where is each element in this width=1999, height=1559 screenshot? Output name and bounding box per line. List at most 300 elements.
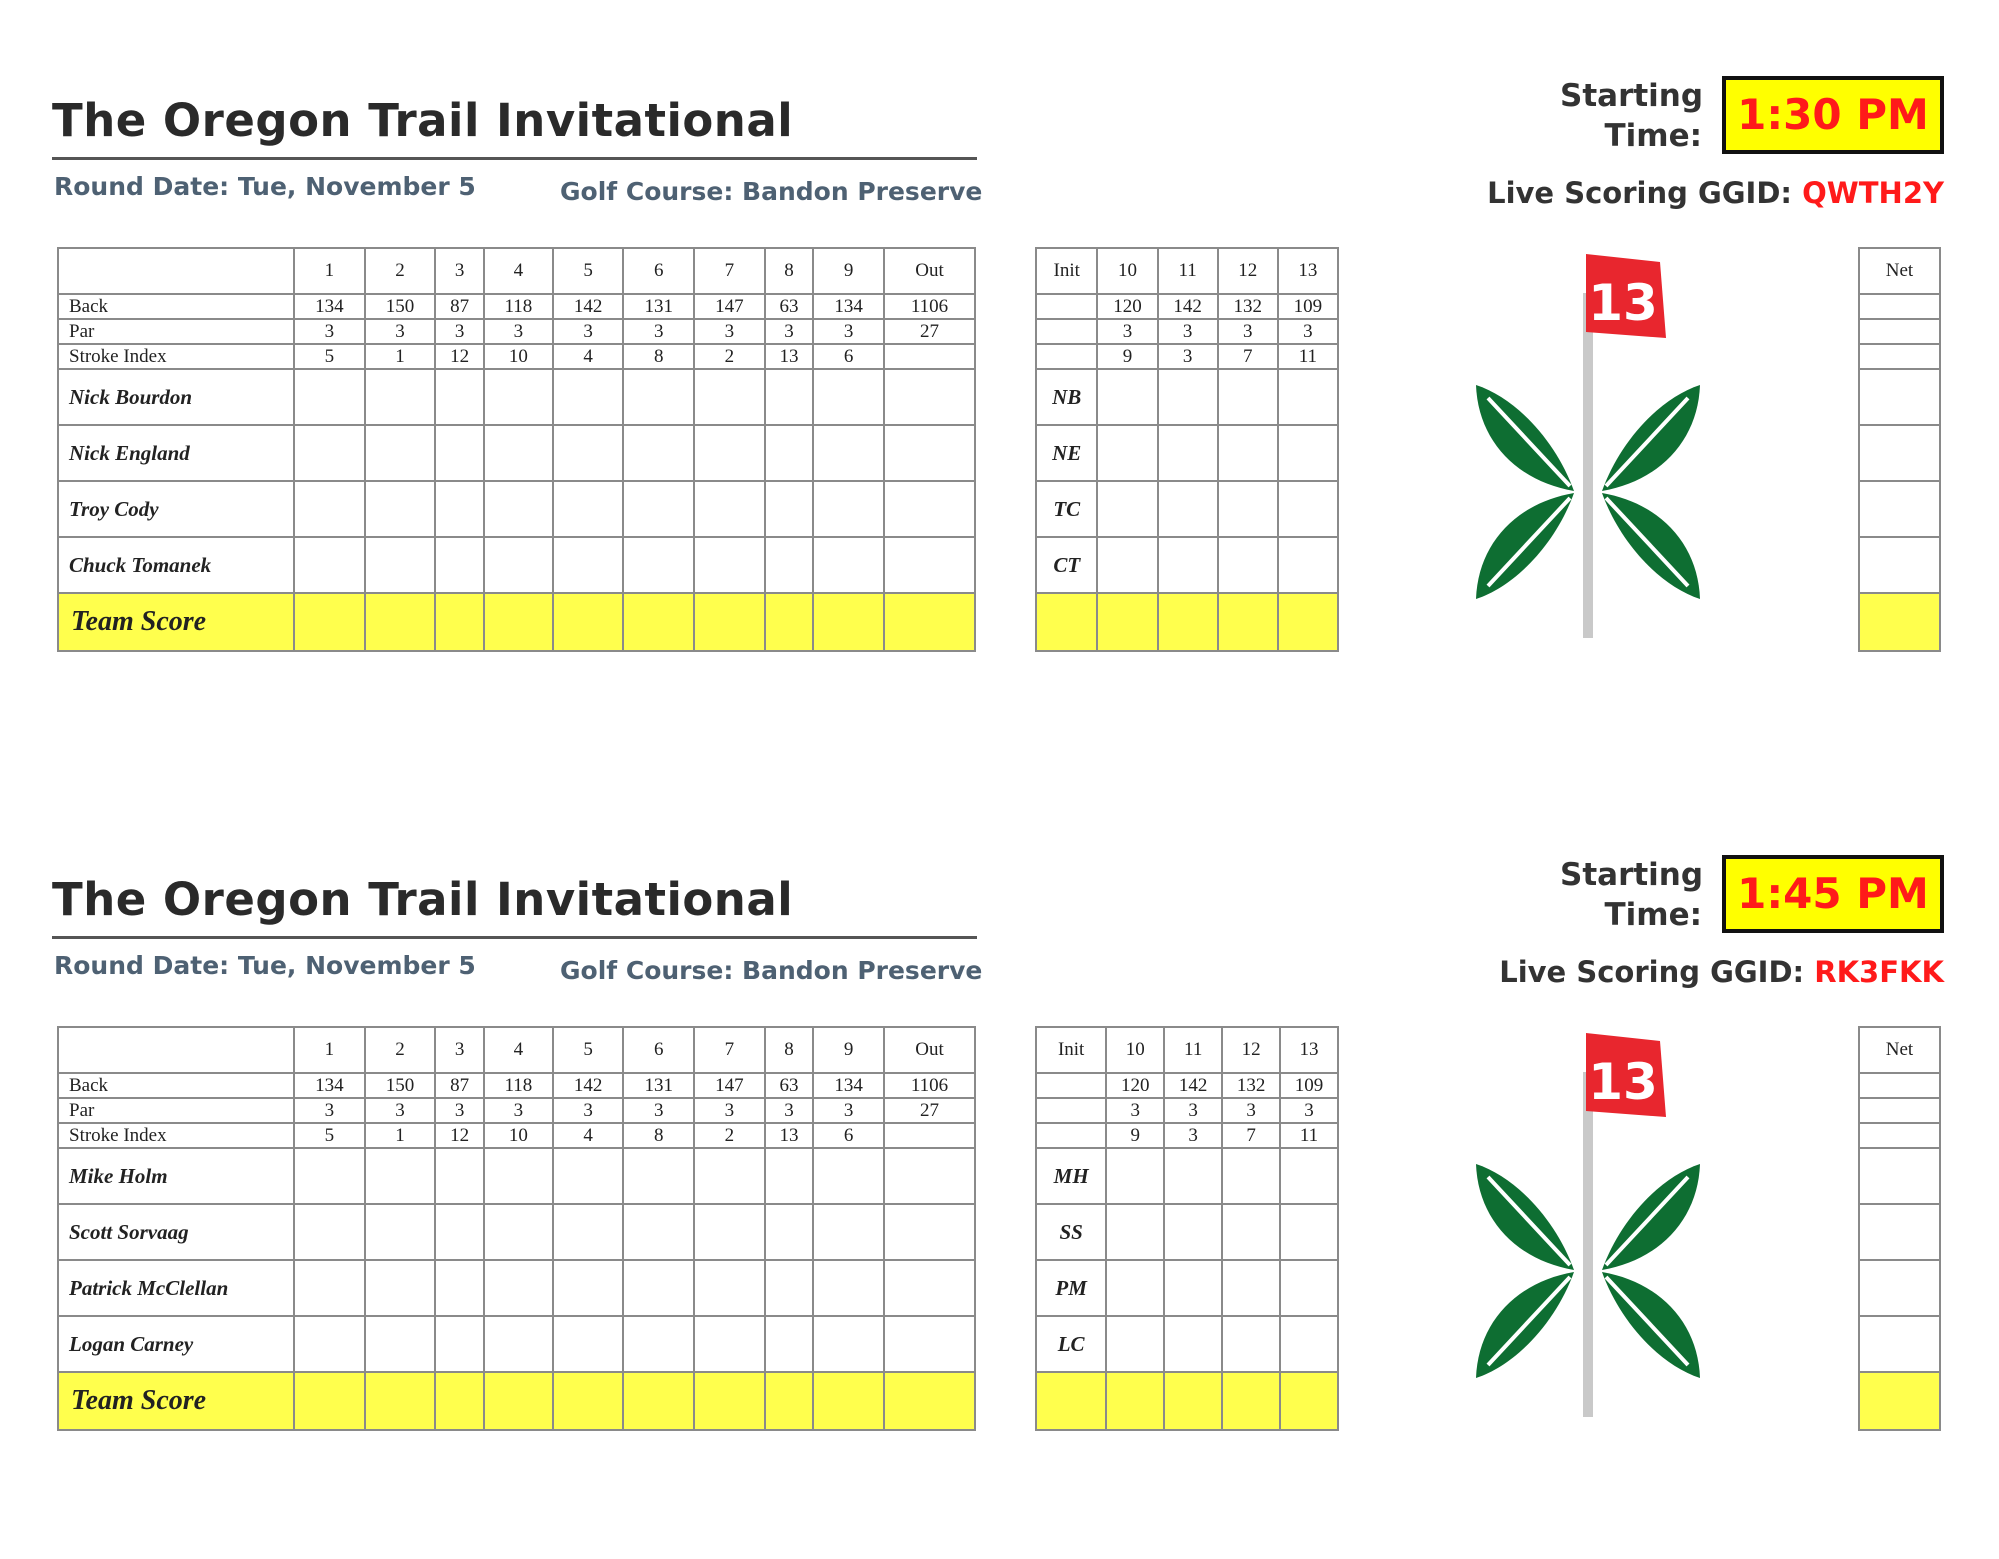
score-cell[interactable] (294, 1260, 365, 1316)
net-score-cell[interactable] (1859, 481, 1940, 537)
net-blank-cell (1859, 294, 1940, 319)
value-cell: 3 (553, 319, 624, 344)
net-score-cell[interactable] (1859, 425, 1940, 481)
flagpole (1583, 293, 1593, 638)
player-row (1036, 1260, 1338, 1316)
team-score-cell[interactable] (694, 593, 765, 651)
score-cell[interactable] (694, 481, 765, 537)
team-score-cell[interactable] (694, 1372, 765, 1430)
value-cell: 3 (813, 319, 884, 344)
par-row (58, 1098, 975, 1123)
score-cell[interactable] (694, 1204, 765, 1260)
score-cell[interactable] (1164, 1260, 1222, 1316)
value-cell: 11 (1278, 344, 1338, 369)
player-initials: TC (1036, 481, 1097, 537)
team-score-cell[interactable] (1036, 593, 1097, 651)
value-cell: 142 (1158, 294, 1218, 319)
team-score-cell[interactable] (1106, 1372, 1164, 1430)
score-cell[interactable] (484, 369, 553, 425)
score-cell[interactable] (553, 1148, 624, 1204)
team-score-row (1036, 1372, 1338, 1430)
player-name: Chuck Tomanek (58, 537, 294, 593)
team-score-cell[interactable] (1278, 593, 1338, 651)
init-blank-cell (1036, 1123, 1106, 1148)
score-cell[interactable] (694, 537, 765, 593)
row-label: Stroke Index (58, 344, 294, 369)
score-cell[interactable] (623, 537, 694, 593)
value-cell: 3 (813, 1098, 884, 1123)
score-cell[interactable] (813, 1204, 884, 1260)
score-cell[interactable] (435, 1204, 484, 1260)
init-blank-cell (1036, 1098, 1106, 1123)
flag-leaf-logo-icon (1470, 248, 1710, 638)
team-score-cell[interactable] (365, 593, 436, 651)
score-cell[interactable] (553, 1316, 624, 1372)
hole-header-cell: 12 (1218, 248, 1278, 294)
score-cell[interactable] (623, 1204, 694, 1260)
ggid-code: QWTH2Y (1802, 176, 1944, 210)
par-row (58, 319, 975, 344)
score-cell[interactable] (884, 481, 975, 537)
value-cell: 87 (435, 294, 484, 319)
score-cell[interactable] (435, 425, 484, 481)
flag-number: 13 (1588, 1053, 1658, 1111)
hole-header-cell: Out (884, 1027, 975, 1073)
value-cell: 134 (294, 1073, 365, 1098)
score-cell[interactable] (294, 425, 365, 481)
score-cell[interactable] (435, 481, 484, 537)
starting-label-line2: Time: (1604, 897, 1702, 933)
team-score-cell[interactable] (435, 1372, 484, 1430)
hole-header-cell: 10 (1106, 1027, 1164, 1073)
value-cell: 3 (435, 1098, 484, 1123)
init-blank-cell (1036, 1073, 1106, 1098)
value-cell: 3 (435, 319, 484, 344)
round-date: Round Date: Tue, November 5 (54, 951, 476, 980)
value-cell: 3 (623, 1098, 694, 1123)
score-cell[interactable] (1106, 1260, 1164, 1316)
score-cell[interactable] (765, 481, 814, 537)
value-cell: 5 (294, 344, 365, 369)
team-score-label: Team Score (58, 593, 294, 651)
team-score-cell[interactable] (623, 1372, 694, 1430)
value-cell: 3 (484, 1098, 553, 1123)
score-cell[interactable] (1106, 1316, 1164, 1372)
score-cell[interactable] (553, 369, 624, 425)
score-cell[interactable] (694, 1148, 765, 1204)
score-cell[interactable] (765, 369, 814, 425)
score-cell[interactable] (694, 1316, 765, 1372)
score-cell[interactable] (813, 369, 884, 425)
score-cell[interactable] (813, 1316, 884, 1372)
value-cell: 134 (294, 294, 365, 319)
score-cell[interactable] (1218, 425, 1278, 481)
score-cell[interactable] (1222, 1148, 1280, 1204)
hole-header-cell: 3 (435, 1027, 484, 1073)
value-cell: 9 (1106, 1123, 1164, 1148)
score-cell[interactable] (765, 537, 814, 593)
team-score-cell[interactable] (1036, 1372, 1106, 1430)
player-row (58, 369, 975, 425)
player-row (58, 425, 975, 481)
score-cell[interactable] (484, 1204, 553, 1260)
value-cell: 3 (553, 1098, 624, 1123)
net-score-cell[interactable] (1859, 1316, 1940, 1372)
score-cell[interactable] (1222, 1204, 1280, 1260)
row-label: Par (58, 319, 294, 344)
player-row (58, 481, 975, 537)
value-cell: 6 (813, 1123, 884, 1148)
score-cell[interactable] (294, 481, 365, 537)
player-row (1036, 1148, 1338, 1204)
team-score-cell[interactable] (1280, 1372, 1338, 1430)
value-cell: 118 (484, 294, 553, 319)
value-cell: 3 (623, 319, 694, 344)
hole-header-cell: 9 (813, 248, 884, 294)
score-cell[interactable] (1222, 1260, 1280, 1316)
score-cell[interactable] (553, 537, 624, 593)
team-score-cell[interactable] (484, 1372, 553, 1430)
score-cell[interactable] (765, 1260, 814, 1316)
hole-header-cell: 8 (765, 1027, 814, 1073)
score-cell[interactable] (1218, 537, 1278, 593)
team-score-cell[interactable] (294, 1372, 365, 1430)
value-cell: 63 (765, 1073, 814, 1098)
score-cell[interactable] (694, 369, 765, 425)
score-cell[interactable] (294, 537, 365, 593)
header-row (1036, 248, 1338, 294)
score-cell[interactable] (884, 425, 975, 481)
score-cell[interactable] (884, 1204, 975, 1260)
value-cell: 13 (765, 1123, 814, 1148)
value-cell: 3 (294, 319, 365, 344)
player-row (58, 1204, 975, 1260)
net-score-cell[interactable] (1859, 1148, 1940, 1204)
value-cell: 27 (884, 319, 975, 344)
player-row (1036, 1204, 1338, 1260)
score-cell[interactable] (484, 1316, 553, 1372)
back-tees-row (1036, 294, 1338, 319)
value-cell: 4 (553, 1123, 624, 1148)
score-cell[interactable] (1280, 1260, 1338, 1316)
score-cell[interactable] (365, 369, 436, 425)
score-cell[interactable] (1222, 1316, 1280, 1372)
value-cell: 147 (694, 294, 765, 319)
score-cell[interactable] (435, 537, 484, 593)
value-cell: 3 (1280, 1098, 1338, 1123)
score-cell[interactable] (884, 537, 975, 593)
hole-header-cell: Out (884, 248, 975, 294)
value-cell: 118 (484, 1073, 553, 1098)
player-row (1036, 1316, 1338, 1372)
hole-header-cell: 1 (294, 248, 365, 294)
score-cell[interactable] (1280, 1316, 1338, 1372)
score-cell[interactable] (884, 1148, 975, 1204)
score-cell[interactable] (813, 1260, 884, 1316)
player-row (1859, 1148, 1940, 1204)
score-cell[interactable] (765, 1316, 814, 1372)
score-cell[interactable] (1106, 1204, 1164, 1260)
value-cell: 109 (1280, 1073, 1338, 1098)
team-score-label: Team Score (58, 1372, 294, 1430)
player-row (1859, 1204, 1940, 1260)
score-cell[interactable] (1097, 369, 1157, 425)
player-row (58, 1148, 975, 1204)
player-initials: SS (1036, 1204, 1106, 1260)
score-cell[interactable] (884, 1260, 975, 1316)
flag-leaf-logo-icon (1470, 1027, 1710, 1417)
team-score-cell[interactable] (884, 1372, 975, 1430)
score-cell[interactable] (1278, 369, 1338, 425)
value-cell: 1 (365, 344, 436, 369)
score-cell[interactable] (484, 425, 553, 481)
score-cell[interactable] (553, 425, 624, 481)
score-cell[interactable] (1164, 1148, 1222, 1204)
hole-header-cell: 6 (623, 1027, 694, 1073)
score-cell[interactable] (1280, 1148, 1338, 1204)
stroke-index-row (58, 1123, 975, 1148)
team-score-cell[interactable] (884, 593, 975, 651)
score-cell[interactable] (484, 537, 553, 593)
flagpole (1583, 1072, 1593, 1417)
score-cell[interactable] (1158, 369, 1218, 425)
value-cell: 134 (813, 1073, 884, 1098)
value-cell: 3 (365, 1098, 436, 1123)
net-score-cell[interactable] (1859, 537, 1940, 593)
back-holes-table (1035, 1026, 1339, 1431)
value-cell: 2 (694, 1123, 765, 1148)
score-cell[interactable] (435, 1260, 484, 1316)
net-table (1858, 247, 1941, 652)
score-cell[interactable] (765, 1148, 814, 1204)
score-cell[interactable] (484, 481, 553, 537)
score-cell[interactable] (1278, 425, 1338, 481)
score-cell[interactable] (1158, 425, 1218, 481)
player-row (1859, 481, 1940, 537)
score-cell[interactable] (623, 481, 694, 537)
row-label: Back (58, 1073, 294, 1098)
player-row (58, 1260, 975, 1316)
value-cell: 3 (1158, 319, 1218, 344)
team-score-cell[interactable] (623, 593, 694, 651)
score-cell[interactable] (365, 1260, 436, 1316)
value-cell (884, 344, 975, 369)
score-cell[interactable] (294, 1316, 365, 1372)
value-cell: 3 (1164, 1098, 1222, 1123)
starting-time-box: 1:45 PM (1722, 855, 1944, 933)
score-cell[interactable] (623, 1260, 694, 1316)
score-cell[interactable] (765, 425, 814, 481)
score-cell[interactable] (553, 481, 624, 537)
value-cell: 142 (553, 1073, 624, 1098)
value-cell: 7 (1218, 344, 1278, 369)
score-cell[interactable] (365, 425, 436, 481)
hole-header-cell: 1 (294, 1027, 365, 1073)
score-cell[interactable] (884, 369, 975, 425)
score-cell[interactable] (694, 425, 765, 481)
value-cell (884, 1123, 975, 1148)
score-cell[interactable] (1106, 1148, 1164, 1204)
value-cell: 3 (1278, 319, 1338, 344)
score-cell[interactable] (1097, 537, 1157, 593)
player-name: Nick England (58, 425, 294, 481)
value-cell: 147 (694, 1073, 765, 1098)
score-cell[interactable] (484, 1260, 553, 1316)
score-cell[interactable] (435, 1148, 484, 1204)
hole-header-cell: 7 (694, 248, 765, 294)
score-cell[interactable] (813, 537, 884, 593)
score-cell[interactable] (294, 1148, 365, 1204)
value-cell: 10 (484, 1123, 553, 1148)
hole-header-cell: 8 (765, 248, 814, 294)
team-score-cell[interactable] (435, 593, 484, 651)
hole-header-cell: 7 (694, 1027, 765, 1073)
score-cell[interactable] (765, 1204, 814, 1260)
team-score-cell[interactable] (1218, 593, 1278, 651)
team-score-cell[interactable] (365, 1372, 436, 1430)
net-score-cell[interactable] (1859, 1204, 1940, 1260)
score-cell[interactable] (813, 481, 884, 537)
net-score-cell[interactable] (1859, 369, 1940, 425)
team-score-cell[interactable] (813, 593, 884, 651)
score-cell[interactable] (1164, 1204, 1222, 1260)
score-cell[interactable] (484, 1148, 553, 1204)
player-initials: NB (1036, 369, 1097, 425)
value-cell: 1106 (884, 294, 975, 319)
score-cell[interactable] (1278, 481, 1338, 537)
score-cell[interactable] (623, 369, 694, 425)
header-row (58, 1027, 975, 1073)
score-cell[interactable] (1158, 481, 1218, 537)
team-score-cell[interactable] (294, 593, 365, 651)
front-nine-table (57, 247, 976, 652)
team-score-row (58, 1372, 975, 1430)
score-cell[interactable] (623, 1148, 694, 1204)
score-cell[interactable] (1280, 1204, 1338, 1260)
score-cell[interactable] (294, 1204, 365, 1260)
net-score-cell[interactable] (1859, 1260, 1940, 1316)
value-cell: 1 (365, 1123, 436, 1148)
score-cell[interactable] (1278, 537, 1338, 593)
net-team-score-cell[interactable] (1859, 1372, 1940, 1430)
hole-header-cell: 12 (1222, 1027, 1280, 1073)
hole-header-cell: 11 (1158, 248, 1218, 294)
player-initials: MH (1036, 1148, 1106, 1204)
score-cell[interactable] (694, 1260, 765, 1316)
score-cell[interactable] (294, 369, 365, 425)
player-initials: NE (1036, 425, 1097, 481)
value-cell: 131 (623, 294, 694, 319)
team-score-cell[interactable] (1097, 593, 1157, 651)
net-blank-cell (1859, 1123, 1940, 1148)
value-cell: 142 (553, 294, 624, 319)
team-score-cell[interactable] (484, 593, 553, 651)
net-team-score-cell[interactable] (1859, 593, 1940, 651)
stroke-index-row (1036, 1123, 1338, 1148)
value-cell: 8 (623, 344, 694, 369)
value-cell: 3 (1158, 344, 1218, 369)
ggid-code: RK3FKK (1814, 955, 1944, 989)
team-score-row (1859, 593, 1940, 651)
header-blank-cell (58, 248, 294, 294)
value-cell: 131 (623, 1073, 694, 1098)
row-label: Stroke Index (58, 1123, 294, 1148)
score-cell[interactable] (1158, 537, 1218, 593)
score-cell[interactable] (1218, 369, 1278, 425)
team-score-cell[interactable] (553, 1372, 624, 1430)
starting-time-label (1560, 76, 1702, 156)
team-score-cell[interactable] (1164, 1372, 1222, 1430)
score-cell[interactable] (553, 1204, 624, 1260)
hole-header-cell: 2 (365, 1027, 436, 1073)
title-divider (52, 936, 977, 939)
value-cell: 87 (435, 1073, 484, 1098)
team-score-cell[interactable] (1222, 1372, 1280, 1430)
init-blank-cell (1036, 319, 1097, 344)
net-blank-cell (1859, 344, 1940, 369)
score-cell[interactable] (365, 1316, 436, 1372)
score-cell[interactable] (365, 1204, 436, 1260)
score-cell[interactable] (365, 1148, 436, 1204)
header-blank-cell (58, 1027, 294, 1073)
player-name: Nick Bourdon (58, 369, 294, 425)
score-cell[interactable] (1164, 1316, 1222, 1372)
score-cell[interactable] (1097, 481, 1157, 537)
score-cell[interactable] (365, 537, 436, 593)
init-header-cell: Init (1036, 248, 1097, 294)
header-row (1036, 1027, 1338, 1073)
hole-header-cell: 13 (1278, 248, 1338, 294)
hole-header-cell: 13 (1280, 1027, 1338, 1073)
round-date: Round Date: Tue, November 5 (54, 172, 476, 201)
init-blank-cell (1036, 294, 1097, 319)
score-cell[interactable] (1097, 425, 1157, 481)
score-cell[interactable] (884, 1316, 975, 1372)
score-cell[interactable] (435, 1316, 484, 1372)
value-cell: 13 (765, 344, 814, 369)
info-row (1859, 319, 1940, 344)
player-name: Mike Holm (58, 1148, 294, 1204)
hole-header-cell: 3 (435, 248, 484, 294)
value-cell: 6 (813, 344, 884, 369)
player-row (1859, 369, 1940, 425)
value-cell: 3 (1218, 319, 1278, 344)
init-header-cell: Init (1036, 1027, 1106, 1073)
hole-header-cell: 5 (553, 1027, 624, 1073)
score-cell[interactable] (813, 1148, 884, 1204)
info-row (1859, 344, 1940, 369)
team-score-cell[interactable] (813, 1372, 884, 1430)
value-cell: 3 (1222, 1098, 1280, 1123)
score-cell[interactable] (365, 481, 436, 537)
team-score-cell[interactable] (765, 1372, 814, 1430)
player-initials: CT (1036, 537, 1097, 593)
team-score-cell[interactable] (765, 593, 814, 651)
score-cell[interactable] (553, 1260, 624, 1316)
team-score-cell[interactable] (553, 593, 624, 651)
score-cell[interactable] (623, 425, 694, 481)
player-row (1859, 1260, 1940, 1316)
score-cell[interactable] (435, 369, 484, 425)
score-cell[interactable] (623, 1316, 694, 1372)
score-cell[interactable] (813, 425, 884, 481)
value-cell: 3 (765, 1098, 814, 1123)
par-row (1036, 319, 1338, 344)
player-row (1036, 425, 1338, 481)
score-cell[interactable] (1218, 481, 1278, 537)
starting-label-line2: Time: (1604, 118, 1702, 154)
team-score-cell[interactable] (1158, 593, 1218, 651)
